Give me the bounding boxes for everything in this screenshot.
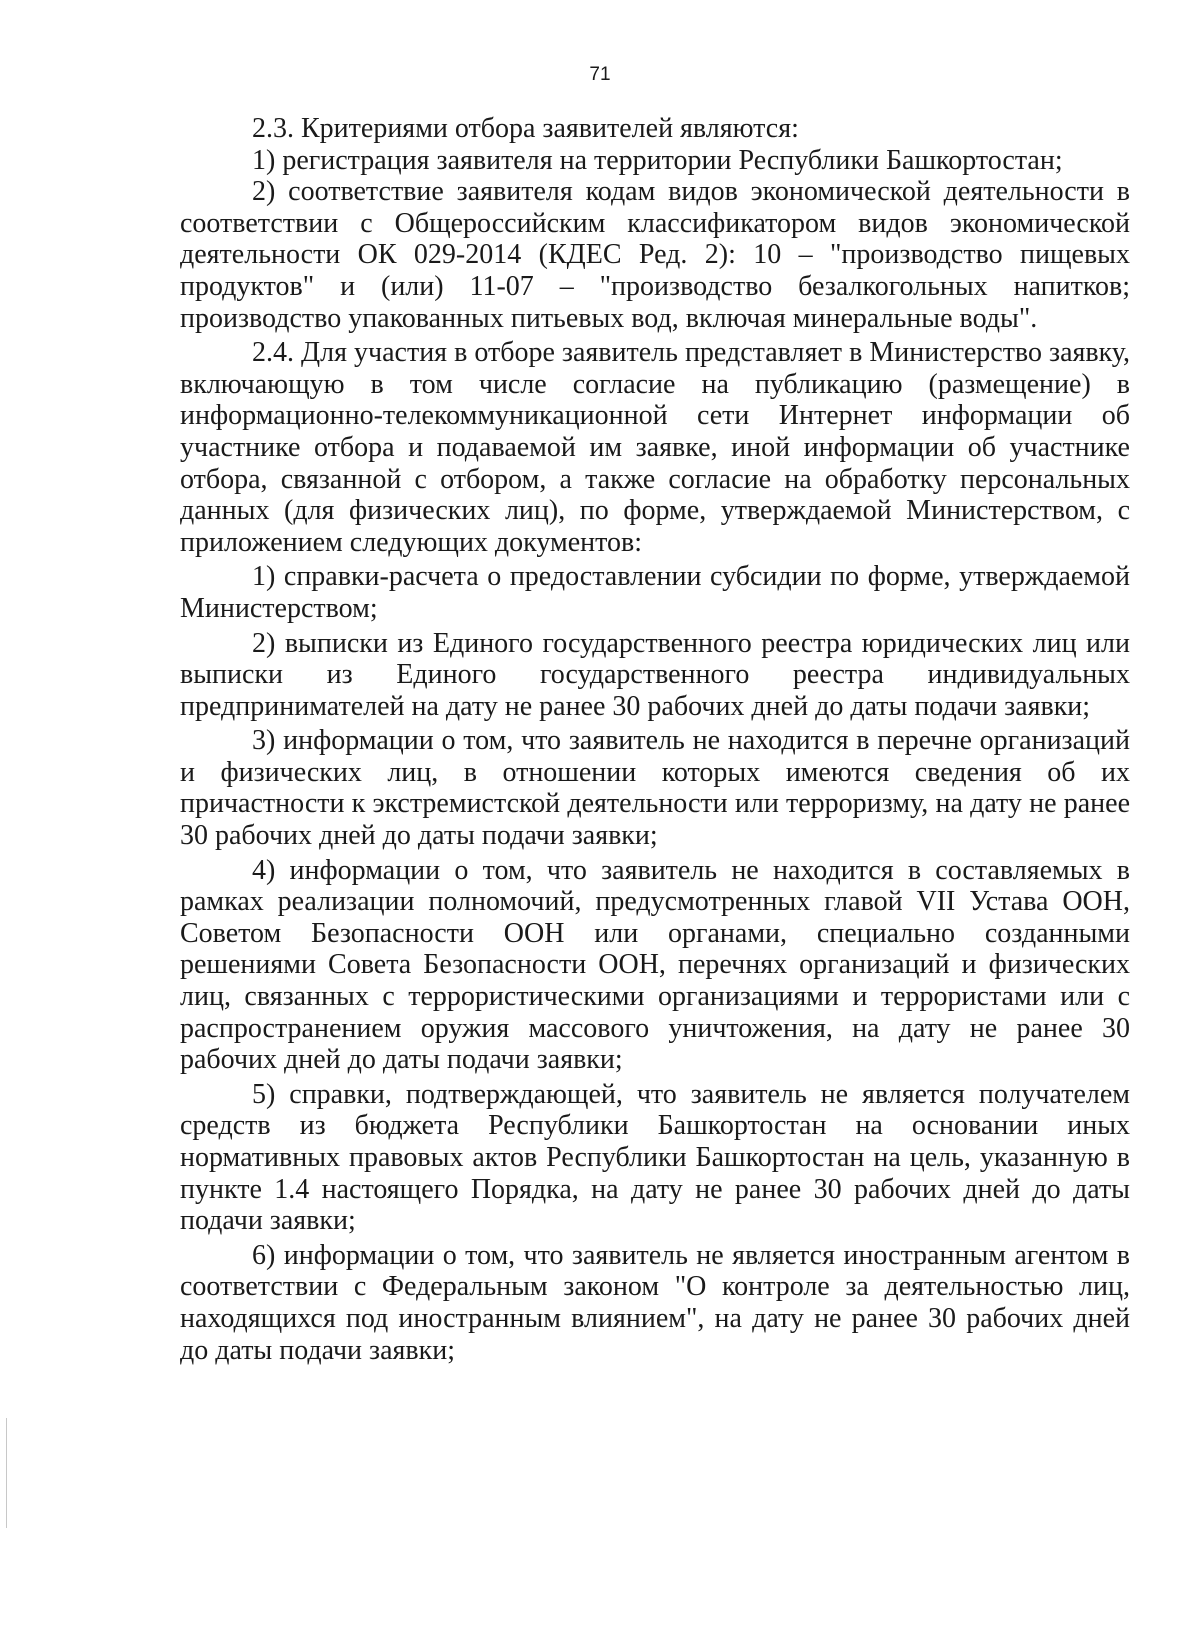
scan-edge-mark [6,1418,7,1528]
paragraph-2-4-item-6: 6) информации о том, что заявитель не является иностранным агентом в соответствии с Федеральным законом "О контроле за деятельностью лиц, находящихся под иностранным влиянием", на дату не ранее 30 рабочих дней до даты подачи заявки; [180,1239,1130,1366]
paragraph-2-4-item-5: 5) справки, подтверждающей, что заявитель не является получателем средств из бюджета Республики Башкортостан на основании иных нормативных правовых актов Республики Башкортостан на цель, указанную в пункте 1.4 настоящего Порядка, на дату не ранее 30 рабочих дней до даты подачи заявки; [180,1078,1130,1237]
paragraph-2-3-item-1: 1) регистрация заявителя на территории Республики Башкортостан; [252,144,1063,176]
paragraph-2-4-item-1: 1) справки-расчета о предоставлении субсидии по форме, утверждаемой Министерством; [180,561,1130,624]
paragraph-2-4: 2.4. Для участия в отборе заявитель представляет в Министерство заявку, включающую в том числе согласие на публикацию (размещение) в информационно-телекоммуникационной сети Интернет информации об участнике отбора и подаваемой им заявке, иной информации об участнике отбора, связанной с отбором, а также согласие на обработку персональных данных (для физических лиц), по форме, утверждаемой Министерством, с приложением следующих документов: [180,337,1130,558]
paragraph-2-3-heading: 2.3. Критериями отбора заявителей являются: [252,113,799,144]
page-number: 71 [589,64,611,85]
paragraph-2-3-item-2: 2) соответствие заявителя кодам видов экономической деятельности в соответствии с Общероссийским классификатором видов экономической деятельности ОК 029-2014 (КДЕС Ред. 2): 10 – "производство пищевых продуктов" и (или) 11-07 – "производство безалкогольных напитков; производство упакованных питьевых вод, включая минеральные воды". [180,176,1130,334]
document-body [180,113,1130,1366]
paragraph-2-4-item-3: 3) информации о том, что заявитель не находится в перечне организаций и физических лиц, в отношении которых имеются сведения об их причастности к экстремистской деятельности или терроризму, на дату не ранее 30 рабочих дней до даты подачи заявки; [180,725,1130,852]
paragraph-2-4-item-4: 4) информации о том, что заявитель не находится в составляемых в рамках реализации полномочий, предусмотренных главой VII Устава ООН, Советом Безопасности ООН или органами, специально созданными решениями Совета Безопасности ООН, перечнях организаций и физических лиц, связанных с террористическими организациями и террористами или с распространением оружия массового уничтожения, на дату не ранее 30 рабочих дней до даты подачи заявки; [180,854,1130,1076]
paragraph-2-4-item-2: 2) выписки из Единого государственного реестра юридических лиц или выписки из Единого государственного реестра индивидуальных предпринимателей на дату не ранее 30 рабочих дней до даты подачи заявки; [180,627,1130,722]
